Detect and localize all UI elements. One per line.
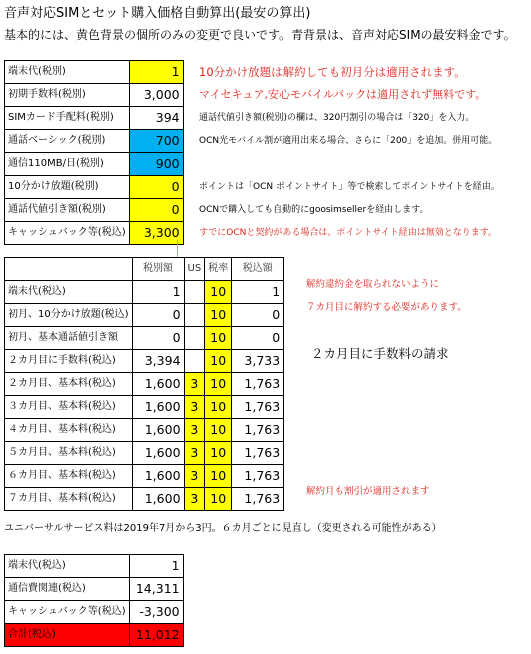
- calc-note: ７カ月目に解約する必要があります。: [306, 302, 467, 313]
- calc-label: ３カ月目、基本料(税込): [5, 396, 133, 419]
- universal-service-fee: [184, 281, 205, 304]
- universal-service-fee: [184, 350, 205, 373]
- tax-rate[interactable]: 10: [205, 488, 232, 511]
- post-tax-amount: 1,763: [232, 396, 284, 419]
- input-note: 通話代値引き額(税別)の欄は、320円割引の場合は「320」を入力。: [199, 113, 475, 123]
- input-label: SIMカード手配料(税別): [5, 107, 130, 130]
- column-header: US: [184, 258, 205, 281]
- tax-rate[interactable]: 10: [205, 465, 232, 488]
- calc-row: [5, 419, 284, 442]
- calc-label: 初月、基本通話値引き額: [5, 327, 133, 350]
- input-note: OCNで購入しても自動的にgoosimsellerを経由します。: [199, 205, 429, 215]
- summary-row: [5, 578, 184, 601]
- input-value[interactable]: 0: [129, 176, 183, 199]
- input-value: 900: [129, 153, 183, 176]
- summary-value: 11,012: [129, 624, 183, 647]
- tax-rate[interactable]: 10: [205, 304, 232, 327]
- input-row: [5, 176, 184, 199]
- input-row: [5, 84, 184, 107]
- calc-label: ４カ月目、基本料(税込): [5, 419, 133, 442]
- pre-tax-amount: 1,600: [132, 396, 184, 419]
- summary-row: [5, 555, 184, 578]
- summary-table: [4, 554, 184, 647]
- pre-tax-amount: 1: [132, 281, 184, 304]
- input-value: 394: [129, 107, 183, 130]
- pre-tax-amount: 1,600: [132, 373, 184, 396]
- input-table: [4, 60, 184, 245]
- calc-note: 解約月も割引が適用されます: [306, 486, 430, 497]
- universal-service-fee[interactable]: 3: [184, 442, 205, 465]
- pre-tax-amount: 3,394: [132, 350, 184, 373]
- input-note: 10分かけ放題は解約しても初月分は適用されます。: [199, 65, 466, 79]
- calc-row: [5, 281, 284, 304]
- tax-rate[interactable]: 10: [205, 396, 232, 419]
- pre-tax-amount: 1,600: [132, 442, 184, 465]
- calc-header-row: [5, 258, 284, 281]
- universal-service-fee[interactable]: 3: [184, 465, 205, 488]
- post-tax-amount: 1,763: [232, 442, 284, 465]
- universal-service-fee[interactable]: 3: [184, 419, 205, 442]
- pre-tax-amount: 1,600: [132, 465, 184, 488]
- input-row: [5, 222, 184, 245]
- tax-rate[interactable]: 10: [205, 281, 232, 304]
- tax-rate[interactable]: 10: [205, 419, 232, 442]
- pre-tax-amount: 1,600: [132, 419, 184, 442]
- post-tax-amount: 1,763: [232, 419, 284, 442]
- header-blank: [5, 258, 133, 281]
- input-value: 3,000: [129, 84, 183, 107]
- universal-service-fee: [184, 327, 205, 350]
- summary-label: 合計(税込): [5, 624, 130, 647]
- input-label: 10分かけ放題(税別): [5, 176, 130, 199]
- input-label: 通話代値引き額(税別): [5, 199, 130, 222]
- column-header: 税率: [205, 258, 232, 281]
- page-title: 音声対応SIMとセット購入価格自動算出(最安の算出): [4, 6, 311, 21]
- input-row: [5, 199, 184, 222]
- summary-value: 14,311: [129, 578, 183, 601]
- universal-service-fee[interactable]: 3: [184, 373, 205, 396]
- input-note: マイセキュア,安心モバイルパックは適用されず無料です。: [199, 88, 487, 101]
- input-value: 700: [129, 130, 183, 153]
- calc-label: ５カ月目、基本料(税込): [5, 442, 133, 465]
- calc-row: [5, 304, 284, 327]
- intro-note: 基本的には、黄色背景の個所のみの変更で良いです。青背景は、音声対応SIMの最安料金です。: [4, 28, 516, 42]
- post-tax-amount: 0: [232, 327, 284, 350]
- summary-row: [5, 624, 184, 647]
- tax-rate[interactable]: 10: [205, 442, 232, 465]
- divider-line: [177, 240, 178, 258]
- calc-label: 初月、10分かけ放題(税込): [5, 304, 133, 327]
- calc-label: ２カ月目に手数料(税込): [5, 350, 133, 373]
- input-row: [5, 61, 184, 84]
- tax-rate[interactable]: 10: [205, 327, 232, 350]
- input-note: すでにOCNと契約がある場合は、ポイントサイト経由は無効となります。: [199, 228, 498, 238]
- summary-row: [5, 601, 184, 624]
- calc-row: [5, 350, 284, 373]
- calc-row: [5, 373, 284, 396]
- input-value[interactable]: 3,300: [129, 222, 183, 245]
- input-label: 端末代(税別): [5, 61, 130, 84]
- calc-note: 解約違約金を取られないように: [306, 279, 440, 290]
- universal-service-fee[interactable]: 3: [184, 396, 205, 419]
- calc-row: [5, 488, 284, 511]
- post-tax-amount: 3,733: [232, 350, 284, 373]
- input-label: 通信110MB/日(税別): [5, 153, 130, 176]
- tax-rate[interactable]: 10: [205, 373, 232, 396]
- post-tax-amount: 0: [232, 304, 284, 327]
- input-row: [5, 153, 184, 176]
- pre-tax-amount: 1,600: [132, 488, 184, 511]
- input-label: 初期手数料(税別): [5, 84, 130, 107]
- input-label: 通話ベーシック(税別): [5, 130, 130, 153]
- summary-value: -3,300: [129, 601, 183, 624]
- calc-row: [5, 396, 284, 419]
- pre-tax-amount: 0: [132, 304, 184, 327]
- calc-row: [5, 327, 284, 350]
- post-tax-amount: 1,763: [232, 373, 284, 396]
- calc-label: ２カ月目、基本料(税込): [5, 373, 133, 396]
- pre-tax-amount: 0: [132, 327, 184, 350]
- input-note: OCN光モバイル割が適用出来る場合、さらに「200」を追加。併用可能。: [199, 136, 498, 146]
- column-header: 税込額: [232, 258, 284, 281]
- tax-rate[interactable]: 10: [205, 350, 232, 373]
- calc-note: ２カ月目に手数料の請求: [311, 346, 449, 361]
- calc-row: [5, 465, 284, 488]
- calc-label: ７カ月目、基本料(税込): [5, 488, 133, 511]
- universal-service-note: ユニバーサルサービス料は2019年7月から3円。６カ月ごとに見直し（変更される可能性がある）: [4, 523, 442, 534]
- post-tax-amount: 1,763: [232, 488, 284, 511]
- input-value[interactable]: 0: [129, 199, 183, 222]
- calc-table: [4, 257, 284, 511]
- input-row: [5, 107, 184, 130]
- column-header: 税別額: [132, 258, 184, 281]
- summary-label: キャッシュバック等(税込): [5, 601, 130, 624]
- post-tax-amount: 1,763: [232, 465, 284, 488]
- summary-label: 通信費関連(税込): [5, 578, 130, 601]
- input-row: [5, 130, 184, 153]
- post-tax-amount: 1: [232, 281, 284, 304]
- input-label: キャッシュバック等(税込): [5, 222, 130, 245]
- calc-row: [5, 442, 284, 465]
- calc-label: ６カ月目、基本料(税込): [5, 465, 133, 488]
- input-note: ポイントは「OCN ポイントサイト」等で検索してポイントサイトを経由。: [199, 182, 500, 192]
- calc-label: 端末代(税込): [5, 281, 133, 304]
- summary-label: 端末代(税込): [5, 555, 130, 578]
- summary-value: 1: [129, 555, 183, 578]
- universal-service-fee[interactable]: 3: [184, 488, 205, 511]
- universal-service-fee: [184, 304, 205, 327]
- input-value[interactable]: 1: [129, 61, 183, 84]
